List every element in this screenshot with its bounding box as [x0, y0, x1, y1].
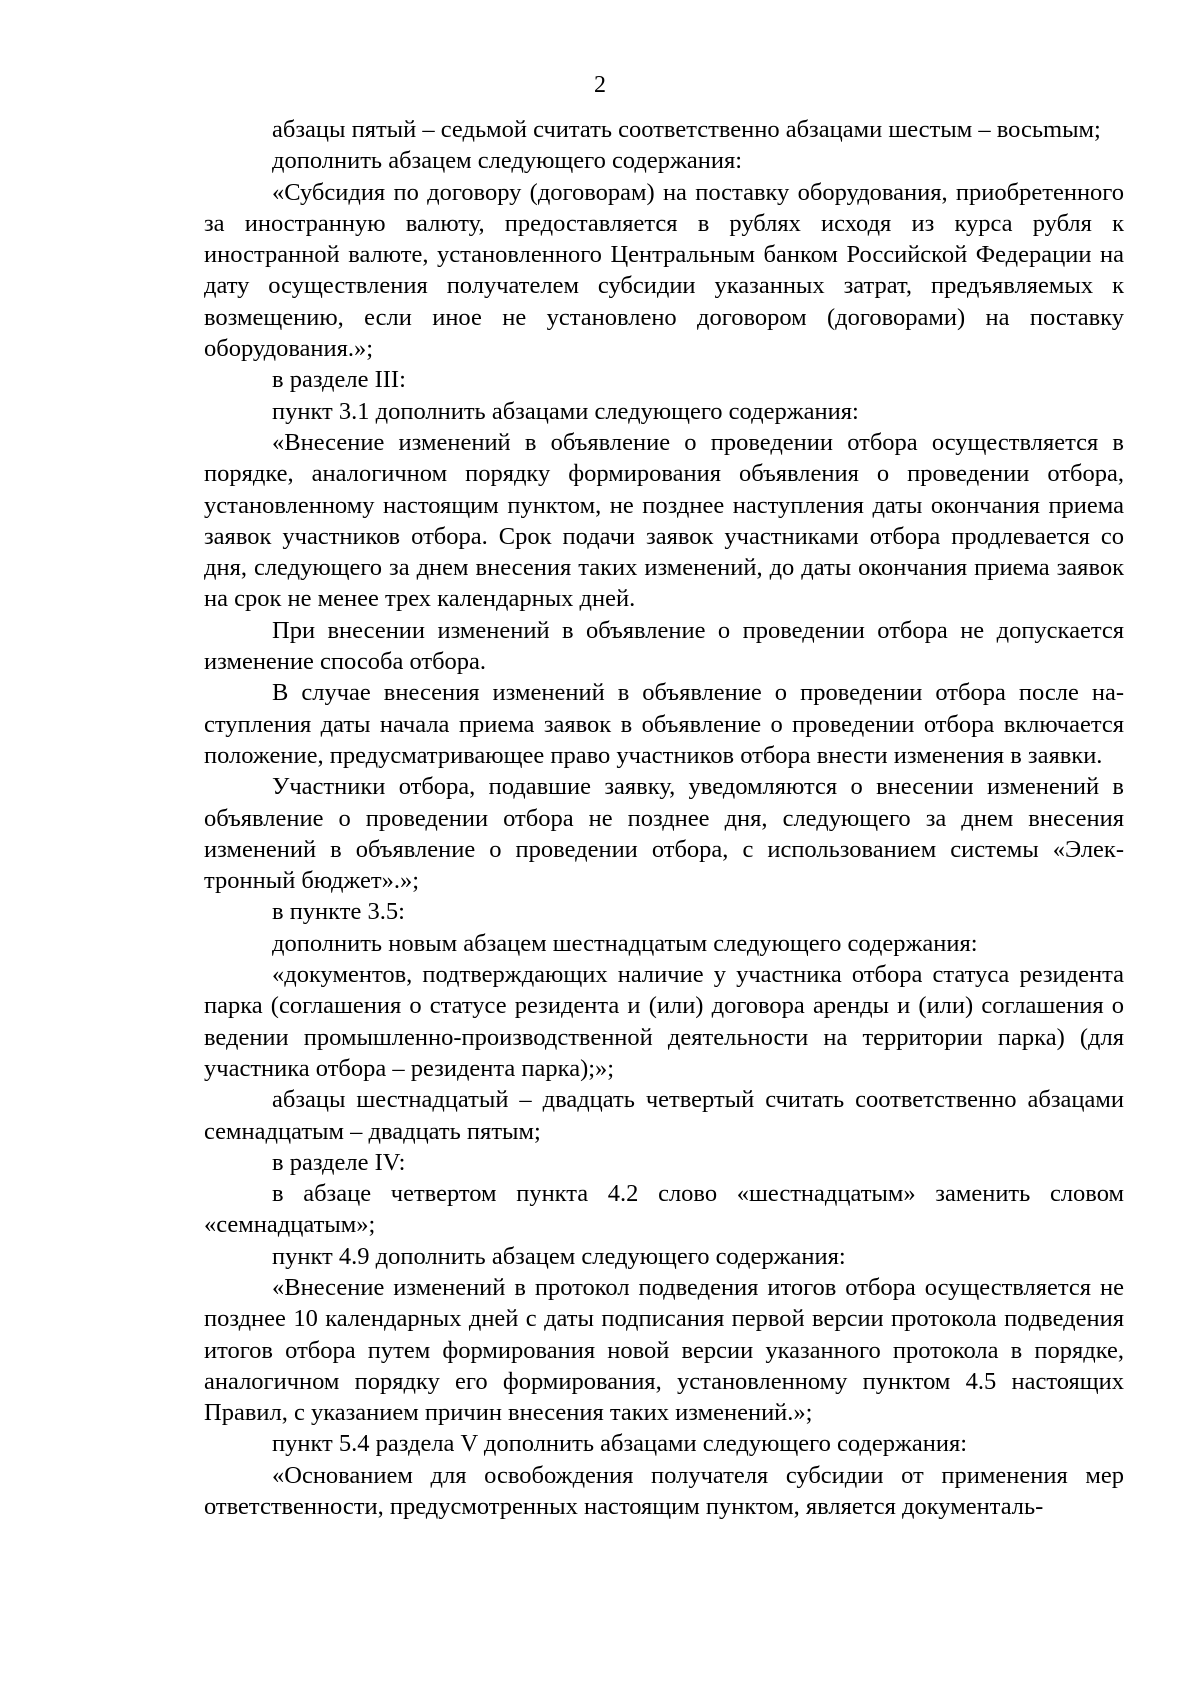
paragraph: пункт 5.4 раздела V дополнить абзацами следующего содержания: [272, 1430, 968, 1458]
page-number: 2 [594, 72, 606, 98]
paragraph: дополнить новым абзацем шестнадцатым следующего содержания: [272, 929, 978, 957]
paragraph: «документов, подтверждающих наличие у участника отбора статуса резидента парка (соглашения о статусе резидента и (или) договора аренды и (или) соглашения о ведении промышленно-производственной деятельности на территории парка) (для участника отбора – резидента парка);»; [204, 961, 1124, 1082]
document-body [204, 114, 1124, 1522]
paragraph: В случае внесения изменений в объявление о проведении отбора после наступления даты начала приема заявок в объявление о проведении отбора включается положение, предусматривающее право участников отбора внести изменения в заявки. [204, 679, 1124, 769]
paragraph: в абзаце четвертом пункта 4.2 слово «шестнадцатым» заменить словом «семнадцатым»; [204, 1180, 1124, 1239]
paragraph: в пункте 3.5: [272, 898, 405, 926]
paragraph: абзацы пятый – седьмой считать соответственно абзацами шестым – восьmым; [272, 116, 1101, 143]
paragraph: «Внесение изменений в протокол подведения итогов отбора осуществляется не позднее 10 календарных дней с даты подписания первой версии протокола подведения итогов отбора путем формирования новой версии указанного протокола в порядке, аналогичном порядку его формирования, установленному пунктом 4.5 настоящих Правил, с указанием причин внесения таких изменений.»; [204, 1273, 1124, 1427]
paragraph: в разделе III: [272, 366, 406, 394]
paragraph: Участники отбора, подавшие заявку, уведомляются о внесении изменений в объявление о проведении отбора не позднее дня, следующего за днем внесения изменений в объявление о проведении отбора, с использованием системы «Электронный бюджет».»; [204, 773, 1124, 895]
paragraph: пункт 3.1 дополнить абзацами следующего содержания: [272, 397, 859, 425]
paragraph: в разделе IV: [272, 1148, 406, 1176]
paragraph: пункт 4.9 дополнить абзацем следующего содержания: [272, 1242, 846, 1270]
paragraph: дополнить абзацем следующего содержания: [272, 147, 743, 175]
paragraph: «Основанием для освобождения получателя субсидии от применения мер ответственности, предусмотренных настоящим пунктом, является документаль- [204, 1461, 1124, 1521]
paragraph: абзацы шестнадцатый – двадцать четвертый считать соответственно абзацами семнадцатым – двадцать пятым; [204, 1086, 1124, 1145]
paragraph: При внесении изменений в объявление о проведении отбора не допускается изменение способа отбора. [204, 616, 1124, 676]
paragraph: «Внесение изменений в объявление о проведении отбора осуществляется в порядке, аналогичном порядку формирования объявления о проведении отбора, установленному настоящим пунктом, не позднее наступления даты окончания приема заявок участников отбора. Срок подачи заявок участниками отбора продлевается со дня, следующего за днем внесения таких изменений, до даты окончания приема заявок на срок не менее трех календарных дней. [204, 428, 1124, 613]
paragraph: «Субсидия по договору (договорам) на поставку оборудования, приобретенного за иностранную валюту, предоставляется в рублях исходя из курса рубля к иностранной валюте, установленного Центральным банком Российской Федерации на дату осуществления получателем субсидии указанных затрат, предъявляемых к возмещению, если иное не установлено договором (договорами) на поставку оборудования.»; [204, 178, 1124, 363]
